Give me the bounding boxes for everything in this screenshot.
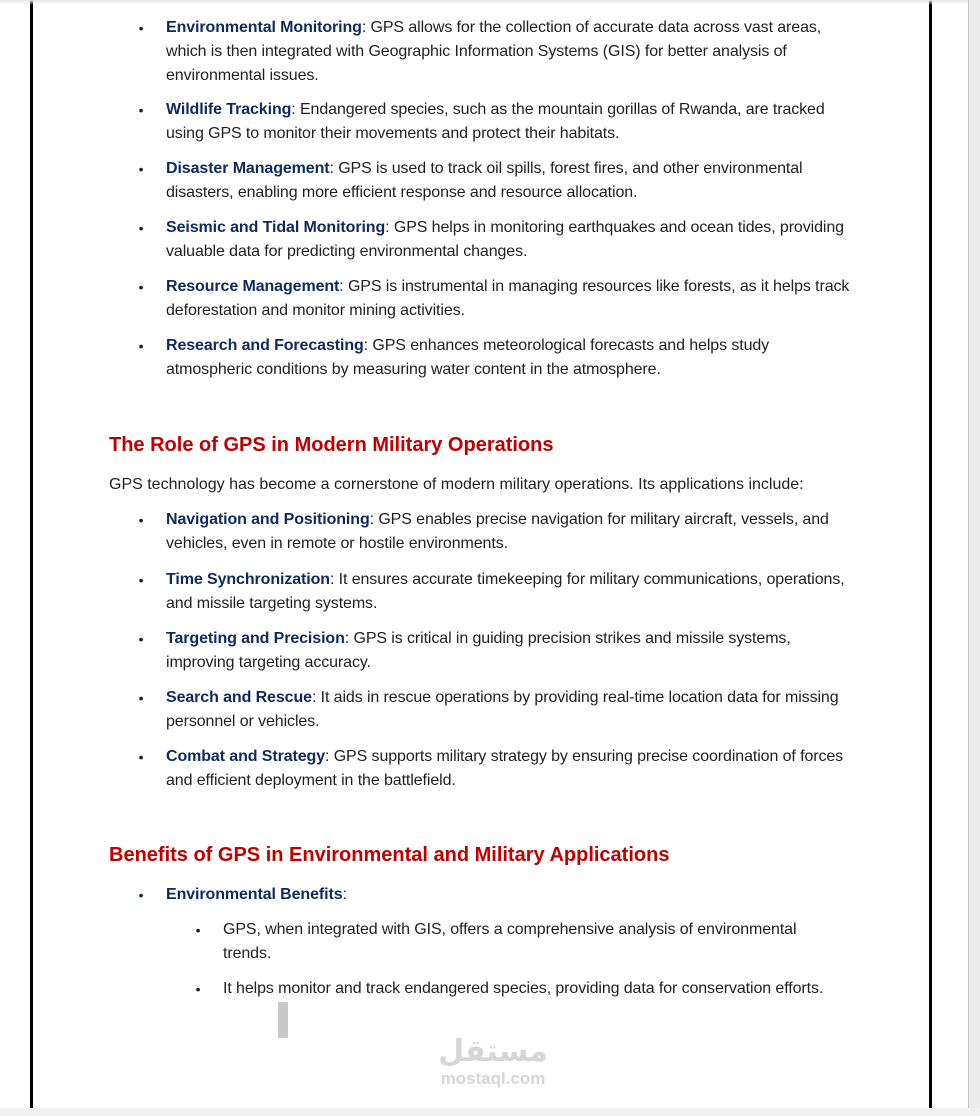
list-item-term: Environmental Monitoring [166, 19, 362, 36]
heading-military-operations: The Role of GPS in Modern Military Operations [109, 434, 554, 456]
list-item-term: Research and Forecasting [166, 337, 364, 354]
watermark-arabic: مستقل [438, 1034, 548, 1069]
list-item-term: Wildlife Tracking [166, 101, 292, 118]
heading-benefits: Benefits of GPS in Environmental and Military Applications [109, 844, 670, 866]
bullet-icon: • [195, 922, 201, 938]
list-item-term: Time Synchronization [166, 571, 330, 588]
list-item-term: Combat and Strategy [166, 748, 326, 765]
list-item-term: Disaster Management [166, 160, 330, 177]
bullet-icon: • [138, 102, 144, 118]
list-item-text: : GPS helps in monitoring earthquakes and ocean tides, providing valuable data for predicting environmental changes. [166, 219, 844, 260]
bullet-icon: • [138, 887, 144, 903]
list-item-text: : [342, 886, 347, 903]
bullet-icon: • [138, 749, 144, 765]
list-item-text: : GPS enhances meteorological forecasts and helps study atmospheric conditions by measuring water content in the atmosphere. [166, 337, 770, 378]
bullet-icon: • [138, 161, 144, 177]
list-item-text: : GPS allows for the collection of accurate data across vast areas, which is then integrated with Geographic Information Systems (GIS) for better analysis of environmental issues. [166, 19, 822, 84]
bullet-icon: • [195, 981, 201, 997]
bullet-icon: • [138, 279, 144, 295]
list-item-term: Search and Rescue [166, 689, 312, 706]
watermark-logo [428, 1035, 558, 1089]
bottom-edge-bar [0, 1108, 980, 1116]
list-item-text: : GPS is instrumental in managing resources like forests, as it helps track deforestation and monitor mining activities. [166, 278, 850, 319]
bullet-icon: • [138, 631, 144, 647]
list-item-text: : GPS enables precise navigation for military aircraft, vessels, and vehicles, even in remote or hostile environments. [166, 511, 829, 552]
top-edge-shadow [0, 0, 968, 5]
list-item-text: : GPS is critical in guiding precision strikes and missile systems, improving targeting accuracy. [166, 630, 791, 671]
list-item-text: : It aids in rescue operations by providing real-time location data for missing personnel or vehicles. [166, 689, 839, 730]
military-intro-paragraph: GPS technology has become a cornerstone of modern military operations. Its applications include: [109, 476, 804, 493]
list-item-text: : Endangered species, such as the mountain gorillas of Rwanda, are tracked using GPS to monitor their movements and protect their habitats. [166, 101, 825, 142]
list-item-term: Navigation and Positioning [166, 511, 370, 528]
list-item-text: : It ensures accurate timekeeping for military communications, operations, and missile targeting systems. [166, 571, 845, 612]
bullet-icon: • [138, 20, 144, 36]
sublist-item-text: It helps monitor and track endangered species, providing data for conservation efforts. [223, 980, 824, 997]
text-cursor [278, 1002, 288, 1038]
list-item-term: Targeting and Precision [166, 630, 345, 647]
list-item-term: Seismic and Tidal Monitoring [166, 219, 386, 236]
bullet-icon: • [138, 572, 144, 588]
list-item-text: : GPS is used to track oil spills, forest fires, and other environmental disasters, enabling more efficient response and resource allocation. [166, 160, 803, 201]
vertical-scrollbar[interactable] [968, 0, 980, 1108]
bullet-icon: • [138, 512, 144, 528]
sublist-item-text: GPS, when integrated with GIS, offers a comprehensive analysis of environmental trends. [223, 921, 797, 962]
list-item-text: : GPS supports military strategy by ensuring precise coordination of forces and efficient deployment in the battlefield. [166, 748, 844, 789]
list-item-term: Environmental Benefits [166, 886, 343, 903]
list-item-term: Resource Management [166, 278, 340, 295]
watermark-latin: mostaql.com [440, 1069, 546, 1088]
bullet-icon: • [138, 338, 144, 354]
document-page[interactable] [30, 0, 932, 1108]
bullet-icon: • [138, 220, 144, 236]
bullet-icon: • [138, 690, 144, 706]
